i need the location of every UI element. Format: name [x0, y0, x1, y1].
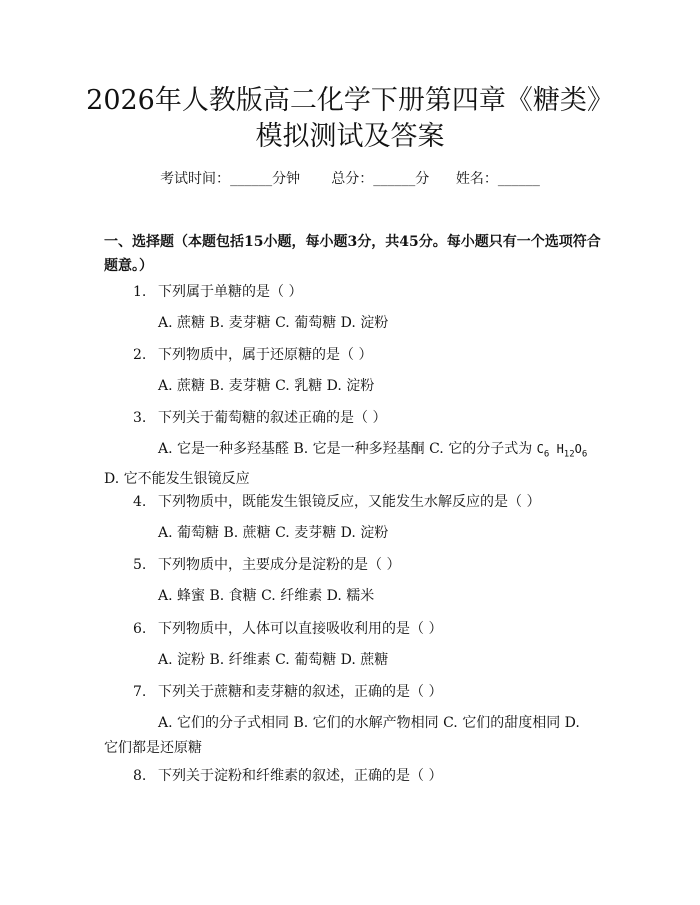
score-blank: ______ — [373, 171, 416, 187]
question-5-options: A. 蜂蜜 B. 食糖 C. 纤维素 D. 糯米 — [158, 588, 375, 604]
question-text: 下列物质中，既能发生银镜反应，又能发生水解反应的是（ ） — [158, 494, 541, 510]
question-text: 下列属于单糖的是（ ） — [158, 284, 303, 300]
question-4 — [133, 492, 540, 512]
time-unit: 分钟 — [272, 171, 301, 187]
section-title: 一、选择题（本题包括15小题，每小题3分，共45分。每小题只有一个选项符合题意。） — [104, 234, 601, 274]
question-text: 下列物质中，人体可以直接吸收利用的是（ ） — [158, 621, 443, 637]
question-number: 8. — [133, 768, 147, 784]
question-6 — [133, 619, 442, 639]
time-blank: ______ — [230, 171, 273, 187]
question-text: 下列关于葡萄糖的叙述正确的是（ ） — [158, 410, 387, 426]
question-1 — [133, 282, 302, 302]
question-3-options-a: A. 它是一种多羟基醛 B. 它是一种多羟基酮 C. 它的分子式为 — [158, 441, 533, 457]
question-3-options-b: D. 它不能发生银镜反应 — [104, 471, 250, 488]
glucose-formula: $C_6$ $H_{12}O_6$ — [536, 442, 588, 460]
name-label: 姓名： — [455, 171, 498, 187]
question-6-options: A. 淀粉 B. 纤维素 C. 葡萄糖 D. 蔗糖 — [158, 652, 389, 668]
question-4-options: A. 葡萄糖 B. 蔗糖 C. 麦芽糖 D. 淀粉 — [158, 525, 389, 541]
exam-meta — [0, 169, 700, 189]
score-unit: 分 — [415, 171, 430, 187]
question-text: 下列物质中，主要成分是淀粉的是（ ） — [158, 557, 401, 573]
question-number: 3. — [133, 410, 147, 426]
question-3 — [133, 408, 386, 428]
name-blank: ______ — [497, 171, 540, 187]
question-7 — [133, 682, 442, 702]
question-1-options: A. 蔗糖 B. 麦芽糖 C. 葡萄糖 D. 淀粉 — [158, 315, 389, 331]
question-text: 下列关于淀粉和纤维素的叙述，正确的是（ ） — [158, 768, 443, 784]
time-label: 考试时间： — [160, 171, 231, 187]
document-title-line2: 模拟测试及答案 — [255, 121, 445, 152]
question-7-options: A. 它们的分子式相同 B. 它们的水解产物相同 C. 它们的甜度相同 D. 它们都是还原糖 — [104, 715, 580, 756]
question-8 — [133, 766, 442, 786]
question-number: 6. — [133, 621, 147, 637]
question-2 — [133, 345, 372, 365]
question-number: 4. — [133, 494, 147, 510]
question-text: 下列物质中，属于还原糖的是（ ） — [158, 347, 373, 363]
document-title-line1: 2026年人教版高二化学下册第四章《糖类》 — [86, 85, 614, 116]
score-label: 总分： — [331, 171, 374, 187]
question-3-options — [104, 437, 588, 492]
question-2-options: A. 蔗糖 B. 麦芽糖 C. 乳糖 D. 淀粉 — [158, 378, 375, 394]
question-number: 7. — [133, 684, 147, 700]
question-text: 下列关于蔗糖和麦芽糖的叙述，正确的是（ ） — [158, 684, 443, 700]
question-number: 5. — [133, 557, 147, 573]
question-number: 2. — [133, 347, 147, 363]
question-number: 1. — [133, 284, 147, 300]
question-5 — [133, 555, 400, 575]
